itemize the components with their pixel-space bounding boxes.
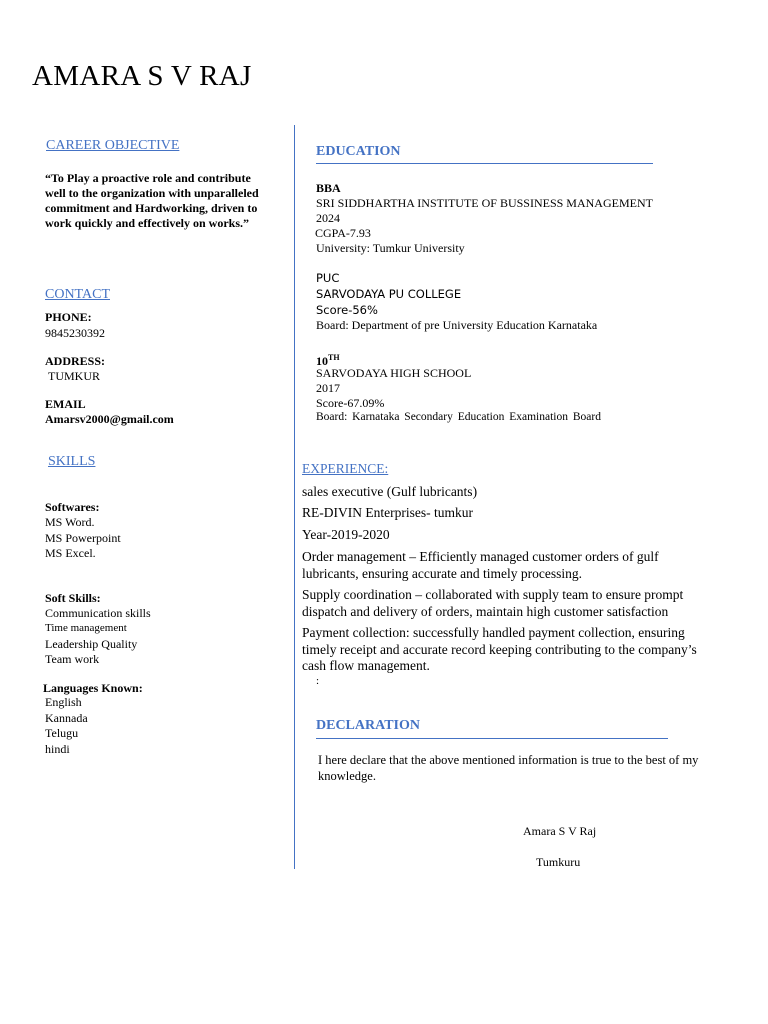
tenth-score: Score-67.09% [316, 396, 385, 410]
softwares-label: Softwares: [45, 500, 100, 514]
tenth-board: Board: Karnataka Secondary Education Examination Board [316, 411, 601, 423]
education-heading: EDUCATION [316, 144, 401, 159]
skills-heading: SKILLS [48, 454, 96, 469]
language-item: hindi [45, 742, 70, 756]
resume-name: AMARA S V RAJ [32, 60, 252, 92]
tenth-degree-number: 10 [316, 354, 328, 368]
phone-label: PHONE: [45, 310, 92, 324]
tenth-institute: SARVODAYA HIGH SCHOOL [316, 366, 472, 380]
career-objective-heading: CAREER OBJECTIVE [46, 138, 180, 153]
declaration-underline [316, 738, 668, 739]
tenth-degree-sup: TH [328, 353, 340, 362]
experience-point: Supply coordination – collaborated with supply team to ensure prompt dispatch and delivery of orders, maintain high customer satisfaction [302, 587, 684, 619]
soft-skill-item: Leadership Quality [45, 637, 138, 651]
bba-institute: SRI SIDDHARTHA INSTITUTE OF BUSSINESS MANAGEMENT [316, 196, 653, 210]
soft-skills-label: Soft Skills: [45, 591, 101, 605]
career-objective-text: “To Play a proactive role and contribute well to the organization with unparalleled commitment and Hardworking, driven to work quickly and effectively on works.” [45, 171, 259, 230]
declaration-text: I here declare that the above mentioned information is true to the best of my knowledge. [318, 753, 699, 783]
puc-degree: PUC [316, 271, 340, 285]
email-label: EMAIL [45, 397, 86, 411]
bba-year: 2024 [316, 211, 340, 225]
contact-heading: CONTACT [45, 287, 110, 302]
soft-skill-item: Time management [45, 622, 127, 634]
experience-role: sales executive (Gulf lubricants) [302, 484, 478, 499]
signature-place: Tumkuru [536, 855, 581, 869]
tenth-year: 2017 [316, 381, 340, 395]
bba-degree: BBA [316, 181, 341, 195]
education-underline [316, 163, 653, 164]
experience-point: Order management – Efficiently managed customer orders of gulf lubricants, ensuring accurate and timely processing. [302, 549, 659, 581]
bba-board: University: Tumkur University [316, 241, 465, 255]
puc-institute: SARVODAYA PU COLLEGE [316, 287, 462, 301]
software-item: MS Excel. [45, 546, 96, 560]
declaration-heading: DECLARATION [316, 718, 420, 733]
phone-value: 9845230392 [45, 326, 105, 340]
address-label: ADDRESS: [45, 354, 106, 368]
address-value: TUMKUR [48, 369, 101, 383]
soft-skill-item: Team work [45, 652, 100, 666]
language-item: Kannada [45, 711, 88, 725]
languages-label: Languages Known: [43, 681, 143, 695]
software-item: MS Powerpoint [45, 531, 121, 545]
signature-name: Amara S V Raj [523, 824, 597, 838]
software-item: MS Word. [45, 515, 95, 529]
language-item: Telugu [45, 726, 79, 740]
bba-score: CGPA-7.93 [315, 226, 371, 240]
column-divider [294, 125, 295, 869]
soft-skill-item: Communication skills [45, 606, 151, 620]
language-item: English [45, 695, 82, 709]
experience-company: RE-DIVIN Enterprises- tumkur [302, 505, 473, 520]
stray-colon: : [316, 675, 320, 687]
experience-heading: EXPERIENCE: [302, 461, 389, 476]
experience-point: Payment collection: successfully handled payment collection, ensuring timely receipt and accurate record keeping contributing to the company’s cash flow management. [302, 625, 697, 673]
experience-year: Year-2019-2020 [302, 527, 390, 542]
email-value: Amarsv2000@gmail.com [45, 412, 174, 426]
puc-board: Board: Department of pre University Education Karnataka [316, 318, 598, 332]
puc-score: Score-56% [316, 303, 378, 317]
